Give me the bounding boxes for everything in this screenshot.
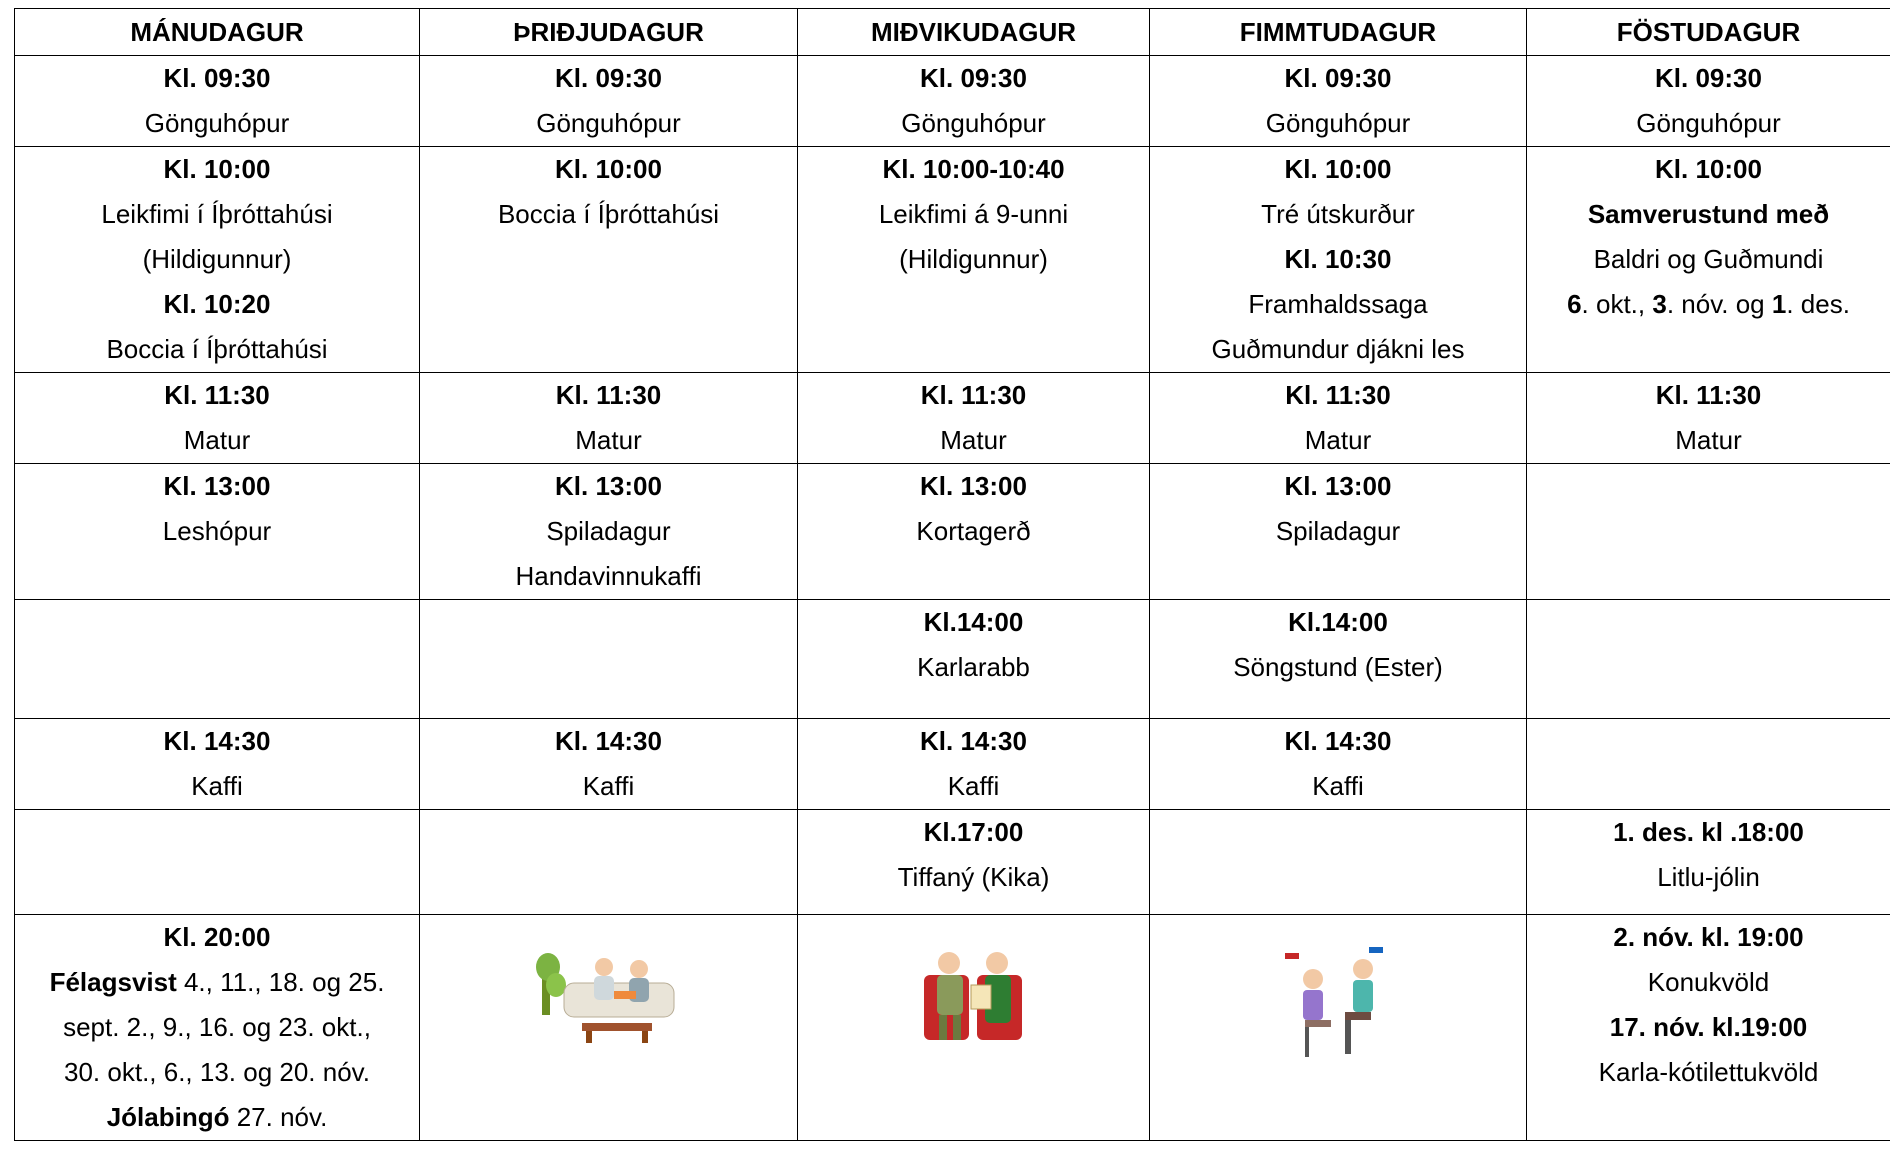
cell-line: Kl. 11:30: [1285, 380, 1391, 410]
cell-monday: [15, 373, 420, 464]
text-fragment: 4., 11., 18. og 25.: [176, 967, 385, 997]
cell-line: Matur: [183, 425, 251, 455]
cell-tuesday: [420, 373, 798, 464]
cell-line: Kl. 20:00: [163, 922, 271, 952]
cell-monday: [15, 56, 420, 147]
header-row: [15, 9, 1890, 56]
cell-thursday: [1150, 147, 1527, 373]
cell-line: Kl. 14:30: [1284, 726, 1392, 756]
cell-line: Kl. 13:00: [163, 471, 271, 501]
cell-line: 30. okt., 6., 13. og 20. nóv.: [64, 1057, 370, 1087]
text-fragment: 27. nóv.: [229, 1102, 328, 1132]
cell-line: Leikfimi í Íþróttahúsi: [101, 199, 333, 229]
cell-line: Baldri og Guðmundi: [1593, 244, 1824, 274]
cell-line: Kl. 13:00: [1284, 471, 1392, 501]
cell-wednesday: [798, 464, 1150, 600]
cell-line: Kl. 11:30: [920, 380, 1027, 410]
cell-line: Karla-kótilettukvöld: [1598, 1057, 1819, 1087]
cell-friday: [1527, 464, 1890, 600]
cell-monday: [15, 915, 420, 1141]
cell-wednesday: [798, 147, 1150, 373]
cell-line: Leshópur: [162, 516, 272, 546]
cell-line: Kaffi: [191, 771, 243, 801]
cell-line: Kl.17:00: [923, 817, 1024, 847]
seniors-reading-icon: [798, 945, 1149, 1064]
cell-line: Kl. 10:30: [1284, 244, 1392, 274]
cell-line: Spiladagur: [546, 516, 671, 546]
day-header-monday: MÁNUDAGUR: [15, 9, 420, 56]
cell-line: Matur: [1675, 425, 1742, 455]
cell-tuesday: [420, 600, 798, 719]
cell-line: Matur: [575, 425, 642, 455]
cell-thursday: [1150, 915, 1527, 1141]
cell-line: Kl. 10:00: [163, 154, 271, 184]
cell-line: (Hildigunnur): [899, 244, 1048, 274]
day-header-wednesday: MIÐVIKUDAGUR: [798, 9, 1150, 56]
cell-line: Kaffi: [582, 771, 635, 801]
cell-line: Kl. 10:00-10:40: [882, 154, 1065, 184]
cell-line: Guðmundur djákni les: [1211, 334, 1465, 364]
schedule-row: [15, 147, 1890, 373]
cell-tuesday: [420, 56, 798, 147]
weekly-schedule-table: [14, 8, 1890, 1141]
cell-friday: [1527, 373, 1890, 464]
cell-line: Kl.14:00: [923, 607, 1024, 637]
cell-line: Kl.14:00: [1288, 607, 1388, 637]
schedule-row: [15, 56, 1890, 147]
cell-wednesday: [798, 719, 1150, 810]
cell-line: Boccia í Íþróttahúsi: [106, 334, 328, 364]
text-fragment: 3: [1652, 289, 1667, 319]
cell-line: sept. 2., 9., 16. og 23. okt.,: [63, 1012, 371, 1042]
cell-line: 17. nóv. kl.19:00: [1609, 1012, 1808, 1042]
text-fragment: Jólabingó: [106, 1102, 230, 1132]
cell-line: Kl. 13:00: [555, 471, 662, 501]
cell-line: Gönguhópur: [536, 108, 681, 138]
cell-line: Spiladagur: [1275, 516, 1401, 546]
cell-tuesday: [420, 915, 798, 1141]
cell-line: Kl. 09:30: [1655, 63, 1762, 93]
cell-line: Gönguhópur: [1265, 108, 1411, 138]
cell-line: Boccia í Íþróttahúsi: [497, 199, 720, 229]
schedule-row: [15, 915, 1890, 1141]
cell-thursday: [1150, 464, 1527, 600]
cell-monday: [15, 464, 420, 600]
cell-line: Kl. 11:30: [1655, 380, 1762, 410]
cell-line: Kl. 09:30: [163, 63, 271, 93]
cell-line: Handavinnukaffi: [515, 561, 702, 591]
cell-thursday: [1150, 810, 1527, 915]
day-header-thursday: FIMMTUDAGUR: [1150, 9, 1527, 56]
schedule-row: [15, 719, 1890, 810]
cell-line: Litlu-jólin: [1657, 862, 1760, 892]
cell-line: Kl. 09:30: [920, 63, 1027, 93]
cell-wednesday: [798, 56, 1150, 147]
cell-friday: [1527, 915, 1890, 1141]
cell-line: Kl. 10:20: [163, 289, 271, 319]
text-fragment: Félagsvist: [49, 967, 177, 997]
cell-friday: [1527, 56, 1890, 147]
cell-thursday: [1150, 600, 1527, 719]
schedule-body: [15, 56, 1890, 1141]
cell-monday: [15, 147, 420, 373]
cell-line: Matur: [940, 425, 1007, 455]
cell-thursday: [1150, 719, 1527, 810]
cell-line: Kl. 10:00: [555, 154, 662, 184]
text-fragment: 6: [1567, 289, 1582, 319]
cell-line: Konukvöld: [1647, 967, 1770, 997]
cell-line: Karlarabb: [917, 652, 1030, 682]
cell-line: Kl. 13:00: [920, 471, 1027, 501]
cell-line: Kl. 11:30: [164, 380, 270, 410]
cell-line: Kl. 14:30: [163, 726, 271, 756]
cell-line: [1527, 282, 1890, 327]
cell-thursday: [1150, 56, 1527, 147]
cell-tuesday: [420, 147, 798, 373]
cell-line: Kaffi: [1312, 771, 1364, 801]
cell-wednesday: [798, 915, 1150, 1141]
text-fragment: . des.: [1786, 289, 1850, 319]
cell-friday: [1527, 147, 1890, 373]
text-fragment: 1: [1771, 289, 1787, 319]
cell-line: Kl. 14:30: [555, 726, 662, 756]
cell-line: [15, 1095, 419, 1140]
cell-monday: [15, 719, 420, 810]
cell-wednesday: [798, 810, 1150, 915]
cell-line: 2. nóv. kl. 19:00: [1613, 922, 1804, 952]
day-header-friday: FÖSTUDAGUR: [1527, 9, 1890, 56]
text-fragment: . nóv. og: [1666, 289, 1772, 319]
cell-line: Matur: [1304, 425, 1372, 455]
cell-line: Gönguhópur: [1636, 108, 1781, 138]
cell-monday: [15, 600, 420, 719]
day-header-tuesday: ÞRIÐJUDAGUR: [420, 9, 798, 56]
cell-line: Tré útskurður: [1261, 199, 1415, 229]
cell-friday: [1527, 600, 1890, 719]
schedule-row: [15, 810, 1890, 915]
cell-line: Kl. 11:30: [555, 380, 662, 410]
seniors-exercise-icon: [1150, 945, 1526, 1074]
cell-line: Kortagerð: [916, 516, 1031, 546]
cell-line: Kaffi: [947, 771, 1000, 801]
cell-line: (Hildigunnur): [142, 244, 292, 274]
cell-line: 1. des. kl .18:00: [1613, 817, 1804, 847]
cell-line: Söngstund (Ester): [1233, 652, 1443, 682]
cell-friday: [1527, 810, 1890, 915]
cell-line: Kl. 09:30: [1284, 63, 1392, 93]
cell-line: Kl. 10:00: [1284, 154, 1392, 184]
cell-monday: [15, 810, 420, 915]
cell-thursday: [1150, 373, 1527, 464]
text-fragment: . okt.,: [1581, 289, 1653, 319]
cell-tuesday: [420, 464, 798, 600]
cell-line: Gönguhópur: [144, 108, 290, 138]
cell-tuesday: [420, 810, 798, 915]
schedule-row: [15, 373, 1890, 464]
cell-friday: [1527, 719, 1890, 810]
cell-line: Kl. 14:30: [920, 726, 1027, 756]
cell-line: Gönguhópur: [901, 108, 1046, 138]
cell-wednesday: [798, 373, 1150, 464]
cell-wednesday: [798, 600, 1150, 719]
seniors-sofa-icon: [420, 945, 797, 1059]
schedule-row: [15, 464, 1890, 600]
schedule-row: [15, 600, 1890, 719]
cell-line: [15, 960, 419, 1005]
cell-line: Leikfimi á 9-unni: [878, 199, 1069, 229]
cell-line: Framhaldssaga: [1248, 289, 1428, 319]
cell-line: Samverustund með: [1587, 199, 1830, 229]
cell-line: Kl. 09:30: [555, 63, 662, 93]
cell-line: Tiffaný (Kika): [897, 862, 1050, 892]
cell-line: Kl. 10:00: [1655, 154, 1762, 184]
cell-tuesday: [420, 719, 798, 810]
